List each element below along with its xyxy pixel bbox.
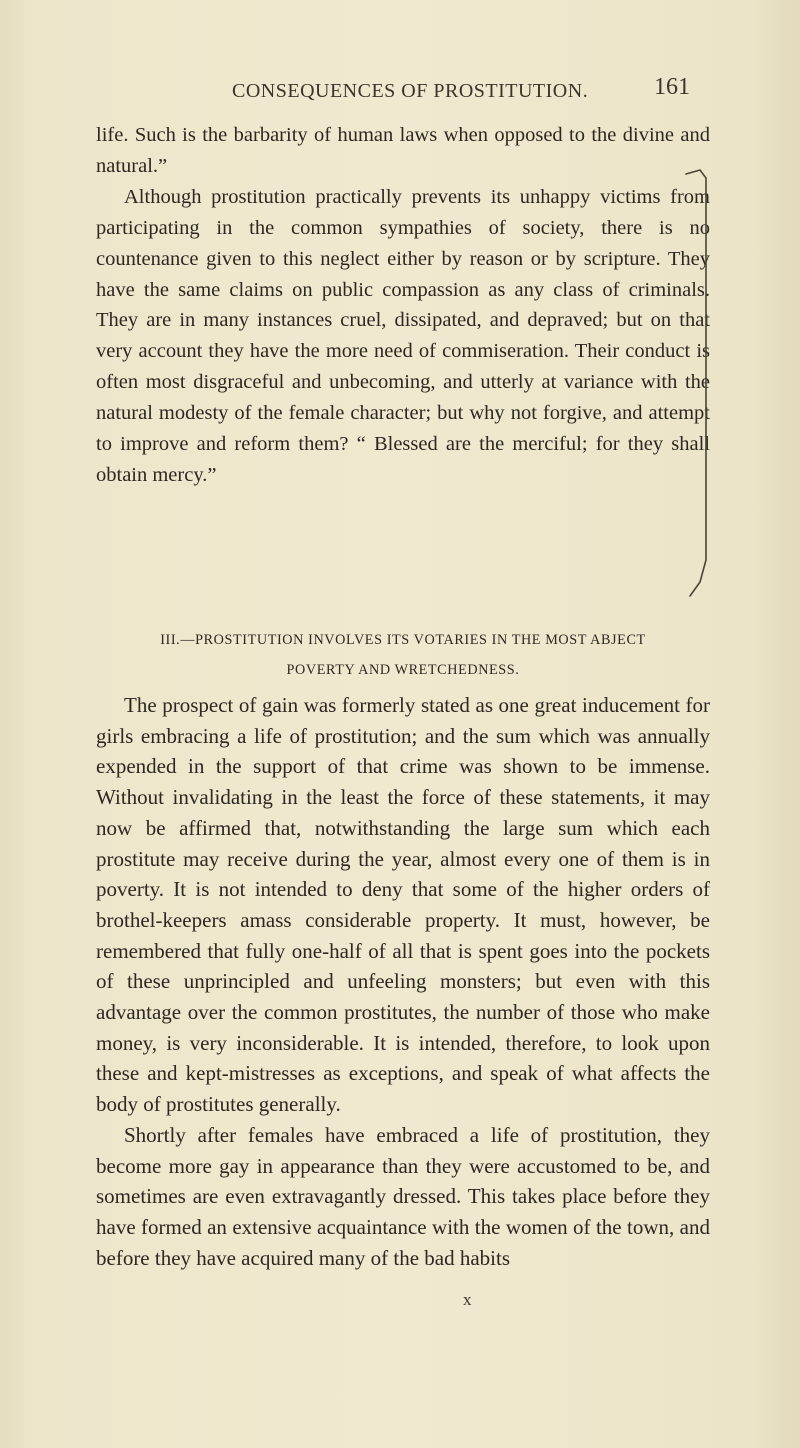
main-text-block [96,690,710,1273]
running-title: CONSEQUENCES OF PROSTITUTION. [232,80,589,102]
paragraph-shortly-after: Shortly after females have embraced a life of prostitution, they become more gay in appearance than they were accustomed to be, and sometimes are even extravagantly dressed. This takes place before they have formed an extensive acquaintance with the women of the town, and before they have acquired many of the bad habits [96,1122,710,1270]
page-number: 161 [654,74,690,100]
section-heading-line-1: III.—PROSTITUTION INVOLVES ITS VOTARIES IN THE MOST ABJECT [160,632,646,648]
top-text-block [96,120,710,491]
section-heading-line-2: POVERTY AND WRETCHEDNESS. [286,662,520,678]
section-heading [96,625,710,685]
paragraph-compassion: Although prostitution practically prevents its unhappy victims from participating in the common sympathies of society, there is no countenance given to this neglect either by reason or by scripture. They have the same claims on public compassion as any class of criminals. They are in many instances cruel, dissipated, and depraved; but on that very account they have the more need of commiseration. Their conduct is often most disgraceful and unbecoming, and utterly at variance with the natural modesty of the female character; but why not forgive, and attempt to improve and reform them? “ Blessed are the merciful; for they shall obtain mercy.” [96,185,710,486]
paragraph-prospect-of-gain: The prospect of gain was formerly stated as one great inducement for girls embracing a life of prostitution; and the sum which was annually expended in the support of that crime was shown to be immense. Without invalidating in the least the force of these statements, it may now be affirmed that, notwithstanding the large sum which each prostitute may receive during the year, almost every one of them is in poverty. It is not intended to deny that some of the higher orders of brothel-keepers amass considerable property. It must, however, be remembered that fully one-half of all that is spent goes into the pockets of these unprincipled and unfeeling monsters; but even with this advantage over the common prostitutes, the number of those who make money, is very inconsiderable. It is intended, therefore, to look upon these and kept-mistresses as exceptions, and speak of what affects the body of prostitutes generally. [96,693,710,1117]
paragraph-continuation: life. Such is the barbarity of human laws when opposed to the divine and natural.” [96,124,710,177]
signature-mark: x [463,1290,472,1309]
